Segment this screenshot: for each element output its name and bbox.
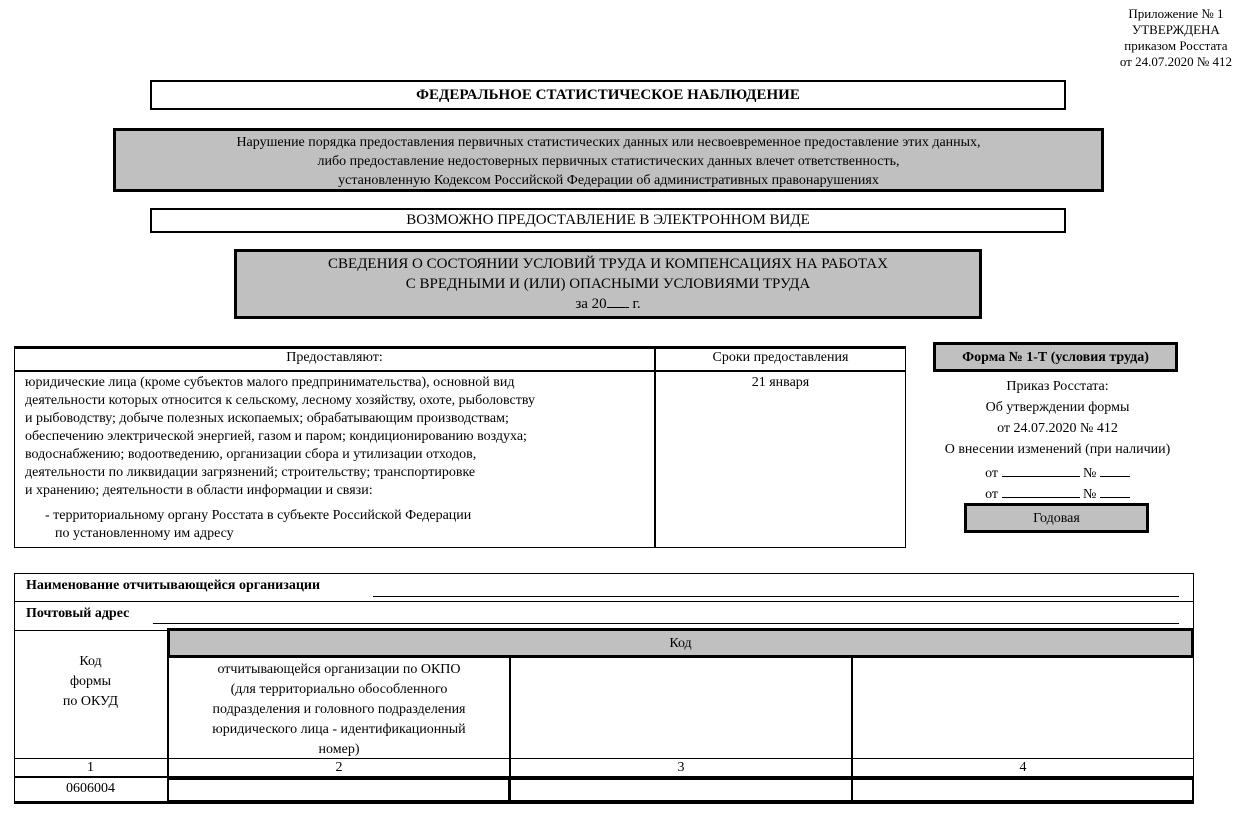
submitters-table [14,346,906,548]
amendment-from-label: от [985,466,999,481]
okpo-label-line-4: юридического лица - идентификационный [212,722,466,737]
org-name-label: Наименование отчитывающейся организации [26,578,321,593]
deadline-header: Сроки предоставления [712,350,849,365]
okpo-label-line-3: подразделения и головного подразделения [212,702,466,717]
amendment-row-2 [915,483,1200,504]
form-info-line-1: Приказ Росстата: [1006,379,1109,394]
okpo-label-line-2: (для территориально обособленного [230,682,448,697]
approval-line-3: приказом Росстата [1124,38,1228,53]
okud-value: 0606004 [66,781,115,796]
okud-label [14,652,167,712]
okud-label-line-2: формы [69,674,112,689]
organization-block [14,573,1194,631]
submitters-line-1: юридические лица (кроме субъектов малого предпринимательства), основной вид [25,375,515,390]
electronic-submission-note: ВОЗМОЖНО ПРЕДОСТАВЛЕНИЕ В ЭЛЕКТРОННОМ ВИДЕ [150,208,1066,233]
submitters-line-2: деятельности которых относится к сельскому, лесному хозяйству, охоте, рыболовству [25,393,536,408]
col-number-3: 3 [677,760,685,775]
code-col4-value-cell[interactable] [851,778,1194,802]
warning-box [113,128,1104,192]
report-title-line-2: С ВРЕДНЫМИ И (ИЛИ) ОПАСНЫМИ УСЛОВИЯМИ ТРУДА [405,276,811,292]
report-year-suffix: г. [632,296,641,312]
col-number-4: 4 [1019,760,1027,775]
col-number-1: 1 [87,760,94,775]
form-info-line-3: от 24.07.2020 № 412 [997,421,1118,436]
federal-observation-title: ФЕДЕРАЛЬНОЕ СТАТИСТИЧЕСКОЕ НАБЛЮДЕНИЕ [150,80,1066,110]
amendment-row-1 [915,462,1200,483]
form-info-line-4: О внесении изменений (при наличии) [944,442,1171,457]
warning-line-3: установленную Кодексом Российской Федерации об административных правонарушениях [338,173,879,188]
recipient-description [45,507,645,543]
postal-address-label: Почтовый адрес [26,606,130,621]
approval-line-2: УТВЕРЖДЕНА [1132,22,1220,37]
form-number-title: Форма № 1-Т (условия труда) [933,342,1178,372]
okpo-value-cell[interactable] [167,778,510,802]
postal-address-field[interactable] [153,608,1179,624]
amendment-number-label: № [1083,466,1097,481]
periodicity-badge: Годовая [964,503,1149,533]
org-name-field[interactable] [373,580,1179,597]
submitters-description [25,374,650,500]
submitters-line-5: водоснабжению; водоотведению, организации сбора и утилизации отходов, [25,447,477,462]
code-col3-value-cell[interactable] [509,778,853,802]
okpo-label-line-5: номер) [318,742,360,757]
okpo-label [169,660,509,760]
submitters-line-7: и хранению; деятельности в области информации и связи: [25,483,373,498]
report-year-prefix: за 20 [575,296,607,312]
submitters-line-6: деятельности по ликвидации загрязнений; строительству; транспортировке [25,465,476,480]
recipient-line-1: - территориальному органу Росстата в субъекте Российской Федерации [45,508,472,523]
recipient-line-2: по установленному им адресу [55,526,234,541]
amendment-date-field-2[interactable] [1002,483,1080,498]
form-order-info [915,376,1200,504]
approval-block [1120,6,1232,70]
deadline-value: 21 января [751,375,810,390]
submitters-line-4: обеспечению электрической энергией, газом и паром; кондиционированию воздуха; [25,429,527,444]
approval-line-4: от 24.07.2020 № 412 [1119,54,1232,69]
warning-line-1: Нарушение порядка предоставления первичных статистических данных или несвоевременное предоставление этих данных, [236,135,981,150]
okud-label-line-3: по ОКУД [62,694,119,709]
report-year-field[interactable] [607,295,629,308]
form-info-line-2: Об утверждении формы [985,400,1130,415]
submitters-header: Предоставляют: [286,350,383,365]
submitters-line-3: и рыбоводству; добыче полезных ископаемых; обрабатывающим производствам; [25,411,509,426]
amendment-number-field-2[interactable] [1100,483,1130,498]
report-year [237,294,979,314]
approval-line-1: Приложение № 1 [1128,6,1224,21]
amendment-number-label: № [1083,487,1097,502]
amendment-from-label: от [985,487,999,502]
okpo-label-line-1: отчитывающейся организации по ОКПО [217,662,461,677]
warning-line-2: либо предоставление недостоверных первичных статистических данных влечет ответственность, [317,154,900,169]
col-number-2: 2 [335,760,343,775]
code-header: Код [167,628,1194,658]
amendment-number-field-1[interactable] [1100,462,1130,477]
amendment-date-field-1[interactable] [1002,462,1080,477]
okud-label-line-1: Код [79,654,102,669]
report-title-line-1: СВЕДЕНИЯ О СОСТОЯНИИ УСЛОВИЙ ТРУДА И КОМПЕНСАЦИЯХ НА РАБОТАХ [328,256,888,272]
report-title-box [234,249,982,319]
